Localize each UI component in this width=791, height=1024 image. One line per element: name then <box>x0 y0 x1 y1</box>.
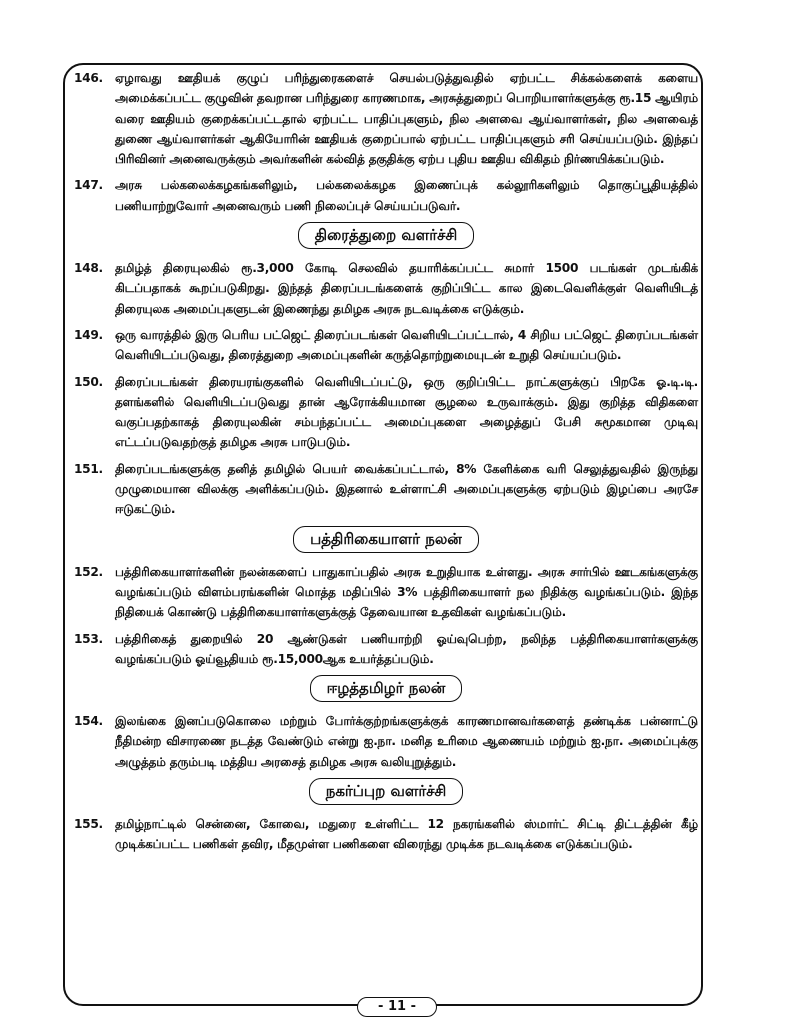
list-item <box>74 372 698 453</box>
list-item <box>74 814 698 855</box>
list-item <box>74 562 698 623</box>
section-heading-urban <box>74 778 698 805</box>
list-item <box>74 258 698 319</box>
section-title: பத்திரிகையாளர் நலன் <box>293 526 479 553</box>
item-number: 149. <box>74 327 103 342</box>
section-heading-journalists <box>74 526 698 553</box>
item-number: 151. <box>74 461 103 476</box>
item-number: 152. <box>74 564 103 579</box>
item-number: 148. <box>74 261 103 276</box>
item-text: திரைப்படங்கள் திரையரங்குகளில் வெளியிடப்பட்டு, ஒரு குறிப்பிட்ட நாட்களுக்குப் பிறகே ஓ.டி.டி. தளங்களில் வெளியிடப்படுவது தான் ஆரோக்கியமான சூழலை உருவாக்கும். இது குறித்த விதிகளை வகுப்பதற்காகத் திரையுலகின் சம்பந்தப்பட்ட அமைப்புகளை அழைத்துப் பேசி சுமூகமான முடிவு எட்டப்படுவதற்குத் தமிழக அரசு பாடுபடும். <box>115 374 698 450</box>
list-item <box>74 711 698 772</box>
page-content <box>74 68 698 861</box>
item-text: பத்திரிகைத் துறையில் 20 ஆண்டுகள் பணியாற்றி ஓய்வுபெற்ற, நலிந்த பத்திரிகையாளர்களுக்கு வழங்கப்படும் ஓய்வூதியம் ரூ.15,000ஆக உயர்த்தப்படும். <box>115 631 698 666</box>
item-text: பத்திரிகையாளர்களின் நலன்களைப் பாதுகாப்பதில் அரசு உறுதியாக உள்ளது. அரசு சார்பில் ஊடகங்களுக்கு வழங்கப்படும் விளம்பரங்களின் மொத்த மதிப்பில் 3% பத்திரிகையாளர் நல நிதிக்கு வழங்கப்படும். இந்த நிதியைக் கொண்டு பத்திரிகையாளர்களுக்குத் தேவையான உதவிகள் வழங்கப்படும். <box>115 564 698 620</box>
list-item <box>74 629 698 670</box>
item-number: 146. <box>74 71 103 85</box>
list-item <box>74 325 698 366</box>
item-number: 153. <box>74 631 103 646</box>
item-number: 155. <box>74 817 103 832</box>
section-title: திரைத்துறை வளர்ச்சி <box>298 222 474 249</box>
section-heading-cinema <box>74 222 698 249</box>
item-text: திரைப்படங்களுக்கு தனித் தமிழில் பெயர் வைக்கப்பட்டால், 8% கேளிக்கை வரி செலுத்துவதில் இருந்து முழுமையான விலக்கு அளிக்கப்படும். இதனால் உள்ளாட்சி அமைப்புகளுக்கு ஏற்படும் இழப்பை அரசே ஈடுகட்டும். <box>115 461 698 517</box>
item-number: 150. <box>74 374 103 389</box>
list-item <box>74 459 698 520</box>
item-text: ஏழாவது ஊதியக் குழுப் பரிந்துரைகளைச் செயல்படுத்துவதில் ஏற்பட்ட சிக்கல்களைக் களைய அமைக்கப்பட்ட குழுவின் தவறான பரிந்துரை காரணமாக, அரசுத்துறைப் பொறியாளர்களுக்கு ரூ.15 ஆயிரம் வரை ஊதியம் குறைக்கப்பட்டதால் ஏற்பட்ட பாதிப்புகளும், நில அளவை ஆய்வாளர்கள், நில அளவைத் துணை ஆய்வாளர்கள் ஆகியோரின் ஊதியக் குறைப்பால் ஏற்பட்ட பாதிப்புகளும் சரி செய்யப்படும். இந்தப் பிரிவினர் அனைவருக்கும் அவர்களின் கல்வித் தகுதிக்கு ஏற்ப புதிய ஊதிய விகிதம் நிர்ணயிக்கப்படும். <box>115 71 698 167</box>
section-title: ஈழத்தமிழர் நலன் <box>310 675 463 702</box>
section-title: நகர்ப்புற வளர்ச்சி <box>309 778 464 805</box>
item-number: 154. <box>74 714 103 729</box>
list-item <box>74 175 698 216</box>
item-text: இலங்கை இனப்படுகொலை மற்றும் போர்க்குற்றங்களுக்குக் காரணமானவர்களைத் தண்டிக்க பன்னாட்டு நீதிமன்ற விசாரணை நடத்த வேண்டும் என்று ஐ.நா. மனித உரிமை ஆணையம் மற்றும் ஐ.நா. அமைப்புக்கு அழுத்தம் தரும்படி மத்திய அரசைத் தமிழக அரசு வலியுறுத்தும். <box>115 714 698 769</box>
item-text: தமிழ்நாட்டில் சென்னை, கோவை, மதுரை உள்ளிட்ட 12 நகரங்களில் ஸ்மார்ட் சிட்டி திட்டத்தின் கீழ் முடிக்கப்பட்ட பணிகள் தவிர, மீதமுள்ள பணிகளை விரைந்து முடிக்க நடவடிக்கை எடுக்கப்படும். <box>115 817 698 852</box>
item-number: 147. <box>74 178 103 193</box>
item-text: ஒரு வாரத்தில் இரு பெரிய பட்ஜெட் திரைப்படங்கள் வெளியிடப்பட்டால், 4 சிறிய பட்ஜெட் திரைப்படங்கள் வெளியிடப்படுவது, திரைத்துறை அமைப்புகளின் கருத்தொற்றுமையுடன் உறுதி செய்யப்படும். <box>115 327 698 363</box>
section-heading-eelam <box>74 675 698 702</box>
page-number: - 11 - <box>357 997 437 1017</box>
item-text: அரசு பல்கலைக்கழகங்களிலும், பல்கலைக்கழக இணைப்புக் கல்லூரிகளிலும் தொகுப்பூதியத்தில் பணியாற்றுவோர் அனைவரும் பணி நிலைப்புச் செய்யப்படுவர். <box>115 178 698 213</box>
item-text: தமிழ்த் திரையுலகில் ரூ.3,000 கோடி செலவில் தயாரிக்கப்பட்ட சுமார் 1500 படங்கள் முடங்கிக் கிடப்பதாகக் கூறப்படுகிறது. இந்தத் திரைப்படங்களைக் குறிப்பிட்ட கால இடைவெளிக்குள் வெளியிடத் திரையுலக அமைப்புகளுடன் இணைந்து தமிழக அரசு நடவடிக்கை எடுக்கும். <box>115 261 698 316</box>
list-item <box>74 68 698 169</box>
